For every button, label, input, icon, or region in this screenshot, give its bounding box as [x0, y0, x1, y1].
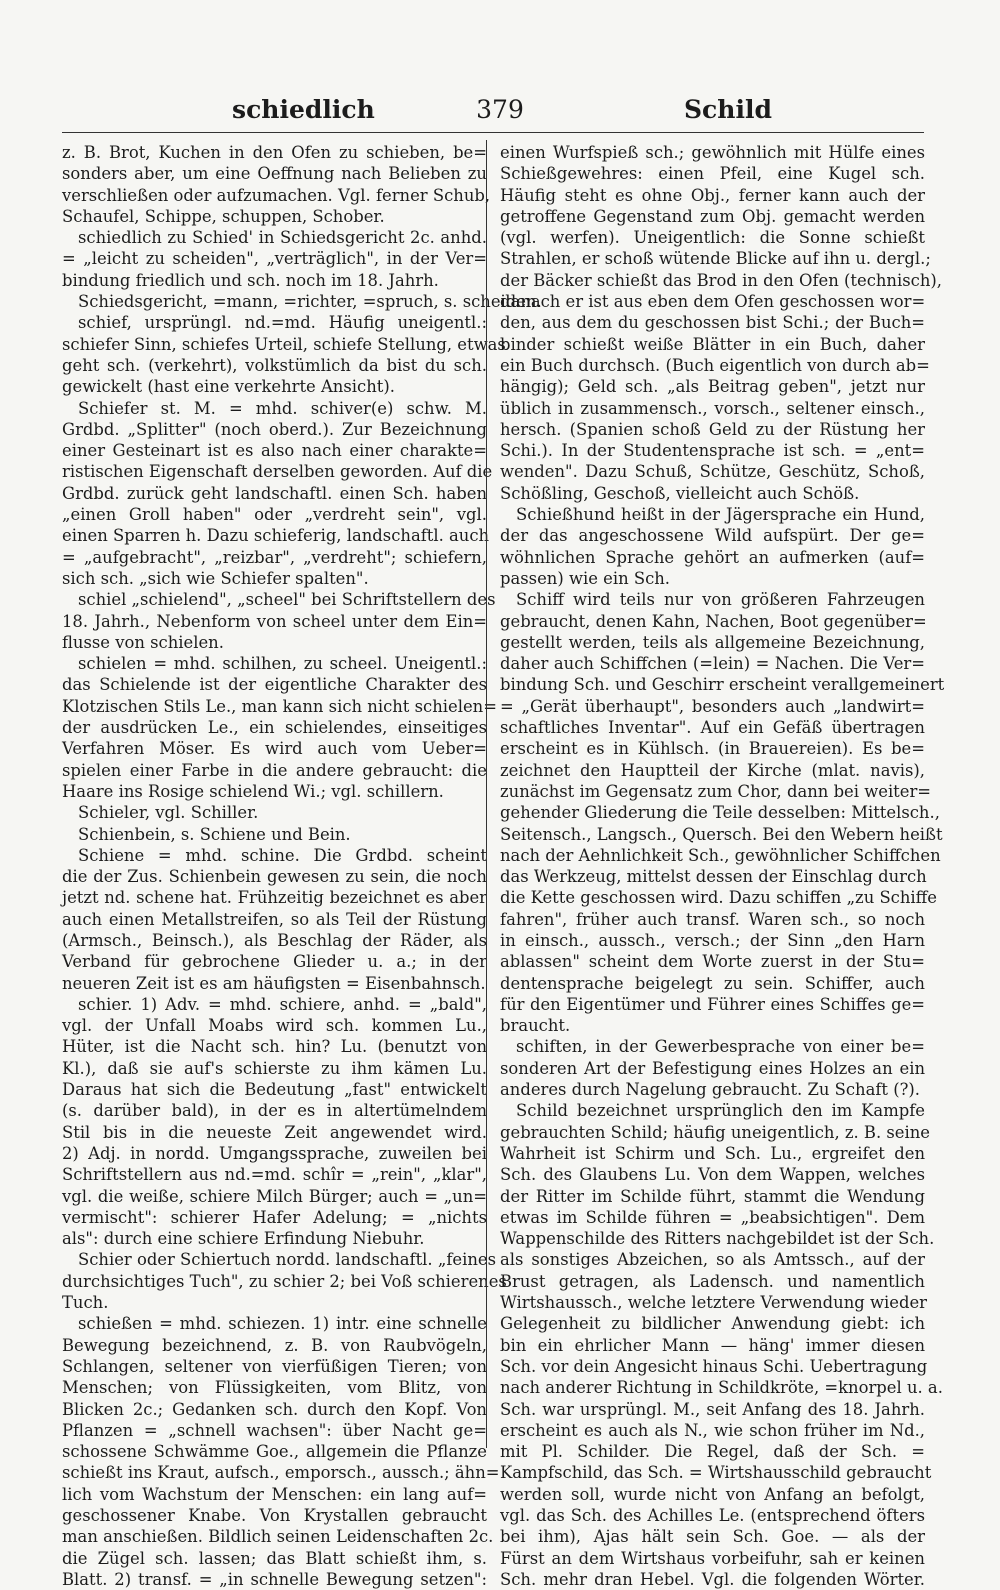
text-line: Wirtshaussch., welche letztere Verwendung wieder: [500, 1293, 927, 1313]
text-line: auch einen Metallstreifen, so als Teil der Rüstung: [62, 909, 487, 929]
text-line: Schießgewehres: einen Pfeil, eine Kugel sch.: [500, 164, 925, 184]
text-line: Schiff wird teils nur von größeren Fahrzeugen: [516, 590, 925, 610]
text-line: Brust getragen, als Ladensch. und namentlich: [500, 1271, 925, 1291]
text-line: schossene Schwämme Goe., allgemein die Pflanze: [62, 1442, 487, 1462]
text-line: hängig); Geld sch. „als Beitrag geben", jetzt nur: [500, 377, 925, 397]
text-line: Grdbd. „Splitter" (noch oberd.). Zur Bezeichnung: [62, 419, 487, 439]
text-line: schielen = mhd. schilhen, zu scheel. Uneigentl.:: [78, 654, 487, 674]
text-line: Schier oder Schiertuch nordd. landschaftl. „feines: [78, 1250, 497, 1270]
text-line: Schiedsgericht, =mann, =richter, =spruch, s. scheiden.: [78, 292, 542, 312]
text-line: ablassen" scheint dem Worte zuerst in der Stu=: [500, 952, 925, 972]
text-line: Schriftstellern aus nd.=md. schîr = „rein", „klar",: [62, 1165, 487, 1185]
text-line: jetzt nd. schene hat. Frühzeitig bezeichnet es aber: [62, 888, 487, 908]
text-line: wöhnlichen Sprache gehört an aufmerken (auf=: [500, 547, 925, 567]
column-divider: [486, 140, 487, 1448]
text-line: für den Eigentümer und Führer eines Schiffes ge=: [500, 994, 925, 1014]
text-line: bindung Sch. und Geschirr erscheint verallgemeinert: [500, 675, 945, 695]
text-line: Strahlen, er schoß wütende Blicke auf ihn u. dergl.;: [500, 249, 931, 269]
text-line: Klotzischen Stils Le., man kann sich nicht schielen=: [62, 696, 497, 716]
text-line: Sch. des Glaubens Lu. Von dem Wappen, welches: [500, 1165, 925, 1185]
text-line: schiel „schielend", „scheel" bei Schriftstellern des: [78, 590, 496, 610]
text-line: = „leicht zu scheiden", „verträglich", in der Ver=: [62, 249, 487, 269]
text-line: Schi.). In der Studentensprache ist sch. = „ent=: [500, 441, 925, 461]
text-line: Blicken 2c.; Gedanken sch. durch den Kopf. Von: [62, 1399, 487, 1419]
text-line: geschossener Knabe. Von Krystallen gebraucht: [62, 1506, 487, 1525]
text-line: ristischen Eigenschaft derselben geworden. Auf die: [62, 462, 493, 482]
text-line: Bewegung bezeichnend, z. B. von Raubvögeln,: [62, 1335, 487, 1355]
text-line: danach er ist aus eben dem Ofen geschossen wor=: [500, 292, 926, 312]
text-line: Grdbd. zurück geht landschaftl. einen Sch. haben: [62, 483, 487, 503]
text-line: bei ihm), Ajas hält sein Sch. Goe. — als der: [500, 1527, 925, 1547]
text-line: Schienbein, s. Schiene und Bein.: [78, 824, 351, 844]
text-line: „einen Groll haben" oder „verdreht sein", vgl.: [62, 505, 487, 525]
header-rule: [62, 132, 924, 133]
text-line: Kl.), daß sie auf's schierste zu ihm kämen Lu.: [62, 1058, 487, 1078]
text-line: Kampfschild, das Sch. = Wirtshausschild gebraucht: [500, 1463, 932, 1483]
text-line: Menschen; von Flüssigkeiten, vom Blitz, von: [62, 1378, 487, 1398]
text-line: den, aus dem du geschossen bist Schi.; der Buch=: [500, 313, 925, 333]
text-line: schaftliches Inventar". Auf ein Gefäß übertragen: [500, 718, 925, 738]
text-line: das Schielende ist der eigentliche Charakter des: [62, 675, 487, 695]
text-line: die der Zus. Schienbein gewesen zu sein, die noch: [62, 867, 487, 887]
text-line: in einsch., aussch., versch.; der Sinn „den Harn: [500, 930, 925, 950]
text-line: Schießhund heißt in der Jägersprache ein Hund,: [516, 505, 925, 525]
text-line: der das angeschossene Wild aufspürt. Der ge=: [500, 526, 925, 546]
text-line: Blatt. 2) transf. = „in schnelle Bewegung setzen":: [62, 1569, 487, 1589]
text-line: Sch. war ursprüngl. M., seit Anfang des 18. Jahrh.: [500, 1399, 925, 1419]
text-line: vgl. der Unfall Moabs wird sch. kommen Lu.,: [62, 1016, 487, 1036]
text-line: gestellt werden, teils als allgemeine Bezeichnung,: [500, 632, 925, 652]
text-line: verschließen oder aufzumachen. Vgl. ferner Schub,: [62, 185, 491, 205]
text-line: schier. 1) Adv. = mhd. schiere, anhd. = „bald",: [78, 994, 487, 1014]
text-line: die Zügel sch. lassen; das Blatt schießt ihm, s.: [62, 1548, 487, 1568]
text-line: schief, ursprüngl. nd.=md. Häufig uneigentl.:: [78, 313, 487, 333]
text-line: einer Gesteinart ist es also nach einer charakte=: [62, 441, 487, 461]
text-line: man anschießen. Bildlich seinen Leidenschaften 2c.: [62, 1527, 494, 1547]
text-line: Schiefer st. M. = mhd. schiver(e) schw. M.: [78, 398, 487, 418]
text-line: Pflanzen = „schnell wachsen": über Nacht ge=: [62, 1420, 487, 1440]
text-line: der ausdrücken Le., ein schielendes, einseitiges: [62, 718, 487, 738]
text-line: Verfahren Möser. Es wird auch vom Ueber=: [62, 739, 487, 759]
text-line: vgl. das Sch. des Achilles Le. (entsprechend öfters: [500, 1506, 925, 1525]
text-line: (s. darüber bald), in der es in altertümelndem: [62, 1101, 487, 1121]
header-right-catchword: Schild: [684, 95, 772, 124]
text-line: hersch. (Spanien schoß Geld zu der Rüstung her: [500, 419, 925, 439]
text-line: Wahrheit ist Schirm und Sch. Lu., ergreifet den: [500, 1143, 925, 1163]
text-line: Schild bezeichnet ursprünglich den im Kampfe: [516, 1101, 925, 1121]
text-line: zunächst im Gegensatz zum Chor, dann bei weiter=: [500, 781, 932, 801]
text-line: Schiene = mhd. schine. Die Grdbd. scheint: [78, 845, 487, 865]
text-line: erscheint es in Kühlsch. (in Brauereien). Es be=: [500, 739, 925, 759]
text-line: Häufig steht es ohne Obj., ferner kann auch der: [500, 185, 925, 205]
text-line: Tuch.: [62, 1293, 109, 1313]
text-line: Daraus hat sich die Bedeutung „fast" entwickelt: [62, 1080, 487, 1100]
page-number: 379: [476, 95, 524, 124]
text-line: üblich in zusammensch., vorsch., seltener einsch.,: [500, 398, 925, 418]
text-line: Schaufel, Schippe, schuppen, Schober.: [62, 206, 385, 226]
left-column: [62, 142, 542, 1590]
text-line: zeichnet den Hauptteil der Kirche (mlat. navis),: [500, 760, 925, 780]
text-line: spielen einer Farbe in die andere gebraucht: die: [62, 760, 487, 780]
text-line: anderes durch Nagelung gebraucht. Zu Schaft (?).: [500, 1080, 921, 1100]
text-line: flusse von schielen.: [62, 632, 224, 652]
text-line: Verband für gebrochene Glieder u. a.; in der: [62, 952, 487, 972]
text-line: die Kette geschossen wird. Dazu schiffen „zu Schiffe: [500, 888, 938, 908]
text-line: Sch. mehr dran Hebel. Vgl. die folgenden Wörter.: [500, 1569, 925, 1589]
text-line: der Bäcker schießt das Brod in den Ofen (technisch),: [500, 270, 942, 290]
text-line: gewickelt (hast eine verkehrte Ansicht).: [62, 377, 395, 397]
text-line: geht sch. (verkehrt), volkstümlich da bist du sch.: [62, 355, 487, 375]
text-line: gebraucht, denen Kahn, Nachen, Boot gegenüber=: [500, 611, 927, 631]
text-line: Sch. vor dein Angesicht hinaus Schi. Uebertragung: [500, 1356, 928, 1376]
text-line: = „aufgebracht", „reizbar", „verdreht"; schiefern,: [62, 547, 487, 567]
text-line: schiften, in der Gewerbesprache von einer be=: [516, 1037, 925, 1057]
text-line: mit Pl. Schilder. Die Regel, daß der Sch. =: [500, 1442, 925, 1462]
text-line: (Armsch., Beinsch.), als Beschlag der Räder, als: [62, 930, 487, 950]
text-line: z. B. Brot, Kuchen in den Ofen zu schieben, be=: [62, 143, 487, 162]
text-line: Schieler, vgl. Schiller.: [78, 803, 259, 823]
text-line: einen Sparren h. Dazu schieferig, landschaftl. auch: [62, 526, 490, 546]
text-line: schießen = mhd. schiezen. 1) intr. eine schnelle: [78, 1314, 487, 1334]
text-line: dentensprache beigelegt zu sein. Schiffer, auch: [500, 973, 925, 993]
text-line: Hüter, ist die Nacht sch. hin? Lu. (benutzt von: [62, 1037, 487, 1057]
text-line: nach der Aehnlichkeit Sch., gewöhnlicher Schiffchen: [500, 845, 941, 865]
text-line: das Werkzeug, mittelst dessen der Einschlag durch: [500, 867, 927, 887]
text-line: nach anderer Richtung in Schildkröte, =knorpel u. a.: [500, 1378, 943, 1398]
text-line: gehender Gliederung die Teile desselben: Mittelsch.,: [500, 803, 940, 823]
text-line: fahren", früher auch transf. Waren sch., so noch: [500, 909, 925, 929]
text-line: der Ritter im Schilde führt, stammt die Wendung: [500, 1186, 925, 1206]
text-line: bin ein ehrlicher Mann — häng' immer diesen: [500, 1335, 925, 1355]
text-line: Wappenschilde des Ritters nachgebildet ist der Sch.: [500, 1229, 935, 1249]
text-line: Gelegenheit zu bildlicher Anwendung giebt: ich: [500, 1314, 925, 1334]
text-line: Seitensch., Langsch., Quersch. Bei den Webern heißt: [500, 824, 943, 844]
text-line: durchsichtiges Tuch", zu schier 2; bei Voß schierenes: [62, 1271, 507, 1291]
text-line: bindung friedlich und sch. noch im 18. Jahrh.: [62, 270, 439, 290]
text-line: gebrauchten Schild; häufig uneigentlich, z. B. seine: [500, 1122, 930, 1142]
text-line: (vgl. werfen). Uneigentlich: die Sonne schießt: [500, 228, 925, 248]
text-line: vermischt": schierer Hafer Adelung; = „nichts: [62, 1207, 487, 1227]
right-column: [500, 142, 945, 1590]
text-line: als": durch eine schiere Erfindung Niebuhr.: [62, 1229, 425, 1249]
text-line: wenden". Dazu Schuß, Schütze, Geschütz, Schoß,: [500, 462, 925, 482]
text-line: etwas im Schilde führen = „beabsichtigen". Dem: [500, 1207, 925, 1227]
text-line: = „Gerät überhaupt", besonders auch „landwirt=: [500, 696, 925, 716]
text-line: werden soll, wurde nicht von Anfang an befolgt,: [500, 1484, 925, 1504]
text-line: lich vom Wachstum der Menschen: ein lang auf=: [62, 1484, 487, 1504]
text-line: als sonstiges Abzeichen, so als Amtssch., auf der: [500, 1250, 925, 1270]
text-line: ein Buch durchsch. (Buch eigentlich von durch ab=: [500, 355, 930, 375]
text-line: daher auch Schiffchen (=lein) = Nachen. Die Ver=: [500, 654, 925, 674]
text-line: Haare ins Rosige schielend Wi.; vgl. schillern.: [62, 781, 444, 801]
text-line: 2) Adj. in nordd. Umgangssprache, zuweilen bei: [62, 1143, 487, 1163]
header-left-catchword: schiedlich: [232, 95, 375, 124]
text-line: vgl. die weiße, schiere Milch Bürger; auch = „un=: [62, 1186, 487, 1206]
text-line: schiefer Sinn, schiefes Urteil, schiefe Stellung, etwas: [62, 334, 506, 354]
text-line: einen Wurfspieß sch.; gewöhnlich mit Hülfe eines: [500, 143, 925, 162]
text-line: passen) wie ein Sch.: [500, 568, 671, 588]
text-line: braucht.: [500, 1016, 571, 1036]
text-line: sonders aber, um eine Oeffnung nach Belieben zu: [62, 164, 487, 184]
text-line: binder schießt weiße Blätter in ein Buch, daher: [500, 334, 925, 354]
text-line: schießt ins Kraut, aufsch., emporsch., aussch.; ähn=: [62, 1463, 500, 1483]
text-line: erscheint es auch als N., wie schon früher im Nd.,: [500, 1420, 925, 1440]
text-line: Fürst an dem Wirtshaus vorbeifuhr, sah er keinen: [500, 1548, 925, 1568]
text-line: neueren Zeit ist es am häufigsten = Eisenbahnsch.: [62, 973, 486, 993]
text-line: Schößling, Geschoß, vielleicht auch Schöß.: [500, 483, 860, 503]
text-line: 18. Jahrh., Nebenform von scheel unter dem Ein=: [62, 611, 487, 631]
text-line: schiedlich zu Schied' in Schiedsgericht 2c. anhd.: [78, 228, 487, 248]
text-line: Schlangen, seltener von vierfüßigen Tieren; von: [62, 1356, 487, 1376]
text-line: getroffene Gegenstand zum Obj. gemacht werden: [500, 206, 925, 226]
text-line: sonderen Art der Befestigung eines Holzes an ein: [500, 1058, 925, 1078]
text-line: Stil bis in die neueste Zeit angewendet wird.: [62, 1122, 487, 1142]
text-line: sich sch. „sich wie Schiefer spalten".: [62, 568, 369, 588]
